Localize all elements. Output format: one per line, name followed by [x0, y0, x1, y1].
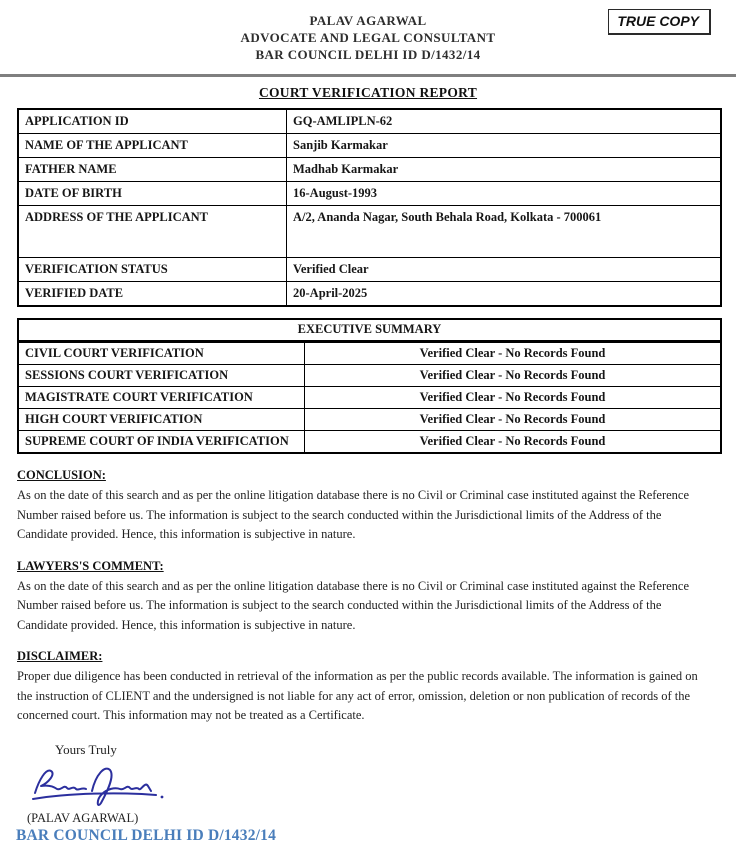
row-label: APPLICATION ID	[19, 110, 287, 133]
row-label: DATE OF BIRTH	[19, 182, 287, 205]
row-value: GQ-AMLIPLN-62	[293, 114, 393, 128]
true-copy-stamp	[608, 9, 711, 35]
row-label: HIGH COURT VERIFICATION	[19, 409, 305, 430]
row-label: FATHER NAME	[19, 158, 287, 181]
row-label: MAGISTRATE COURT VERIFICATION	[19, 387, 305, 408]
signer-name: (PALAV AGARWAL)	[27, 810, 139, 825]
table-row	[19, 430, 720, 452]
row-value: Verified Clear - No Records Found	[419, 368, 606, 382]
row-value: Verified Clear	[293, 262, 369, 276]
table-row	[19, 281, 720, 305]
true-copy-stamp-label: TRUE COPY	[617, 13, 699, 29]
advocate-name: PALAV AGARWAL	[309, 13, 427, 28]
table-row	[19, 205, 720, 257]
table-row	[19, 181, 720, 205]
table-row	[19, 133, 720, 157]
table-row	[19, 110, 720, 133]
table-row	[19, 157, 720, 181]
table-row	[19, 408, 720, 430]
lawyers-comment-section	[17, 559, 719, 636]
executive-summary-title: EXECUTIVE SUMMARY	[19, 320, 720, 342]
row-label: SESSIONS COURT VERIFICATION	[19, 365, 305, 386]
row-value: Verified Clear - No Records Found	[419, 412, 606, 426]
row-label: CIVIL COURT VERIFICATION	[19, 343, 305, 364]
applicant-details-table	[17, 108, 722, 307]
lawyers-comment-body: As on the date of this search and as per the online litigation database there is no Civil or Criminal case instituted against the Reference Number raised before us. The information is subject to the search conducted within the Jurisdictional limits of the Address of the Candidate provided. Hence, this information is subjective in nature.	[17, 578, 690, 632]
document-title: COURT VERIFICATION REPORT	[258, 85, 478, 100]
advocate-designation: ADVOCATE AND LEGAL CONSULTANT	[240, 30, 496, 45]
disclaimer-section	[17, 649, 719, 726]
row-value: Sanjib Karmakar	[293, 138, 388, 152]
handwritten-signature	[28, 760, 736, 810]
table-row	[19, 386, 720, 408]
row-value: 20-April-2025	[293, 286, 368, 300]
table-row	[19, 364, 720, 386]
header-divider	[0, 74, 736, 77]
conclusion-heading: CONCLUSION:	[17, 468, 106, 482]
row-value: A/2, Ananda Nagar, South Behala Road, Kolkata - 700061	[293, 210, 602, 224]
conclusion-section	[17, 468, 719, 545]
disclaimer-body: Proper due diligence has been conducted in retrieval of the information as per the public records available. The information is gained on the instruction of CLIENT and the undersigned is not liable for any act of error, omission, deletion or non publication of records of the concerned court. This information may not be treated as a Certificate.	[17, 669, 698, 722]
row-label: VERIFICATION STATUS	[19, 258, 287, 281]
signer-bar-council-id: BAR COUNCIL DELHI ID D/1432/14	[16, 826, 277, 844]
closing-salutation: Yours Truly	[55, 741, 117, 757]
conclusion-body: As on the date of this search and as per the online litigation database there is no Civil or Criminal case instituted against the Reference Number raised before us. The information is subject to the search conducted within the Jurisdictional limits of the Address of the Candidate provided. Hence, this information is subjective in nature.	[17, 488, 690, 541]
table-row	[19, 342, 720, 364]
disclaimer-heading: DISCLAIMER:	[17, 649, 103, 663]
row-label: NAME OF THE APPLICANT	[19, 134, 287, 157]
table-row	[19, 257, 720, 281]
row-value: Madhab Karmakar	[293, 162, 399, 176]
row-value: Verified Clear - No Records Found	[419, 434, 606, 448]
signature-ink-icon	[28, 760, 168, 810]
row-label: SUPREME COURT OF INDIA VERIFICATION	[19, 431, 305, 452]
row-value: 16-August-1993	[293, 186, 378, 200]
row-label: VERIFIED DATE	[19, 282, 287, 305]
lawyers-comment-heading: LAWYERS'S COMMENT:	[17, 558, 164, 573]
advocate-bar-council-id: BAR COUNCIL DELHI ID D/1432/14	[255, 47, 481, 62]
row-label: ADDRESS OF THE APPLICANT	[19, 206, 287, 257]
row-value: Verified Clear - No Records Found	[419, 346, 606, 360]
executive-summary-table	[17, 318, 722, 454]
row-value: Verified Clear - No Records Found	[419, 390, 606, 404]
